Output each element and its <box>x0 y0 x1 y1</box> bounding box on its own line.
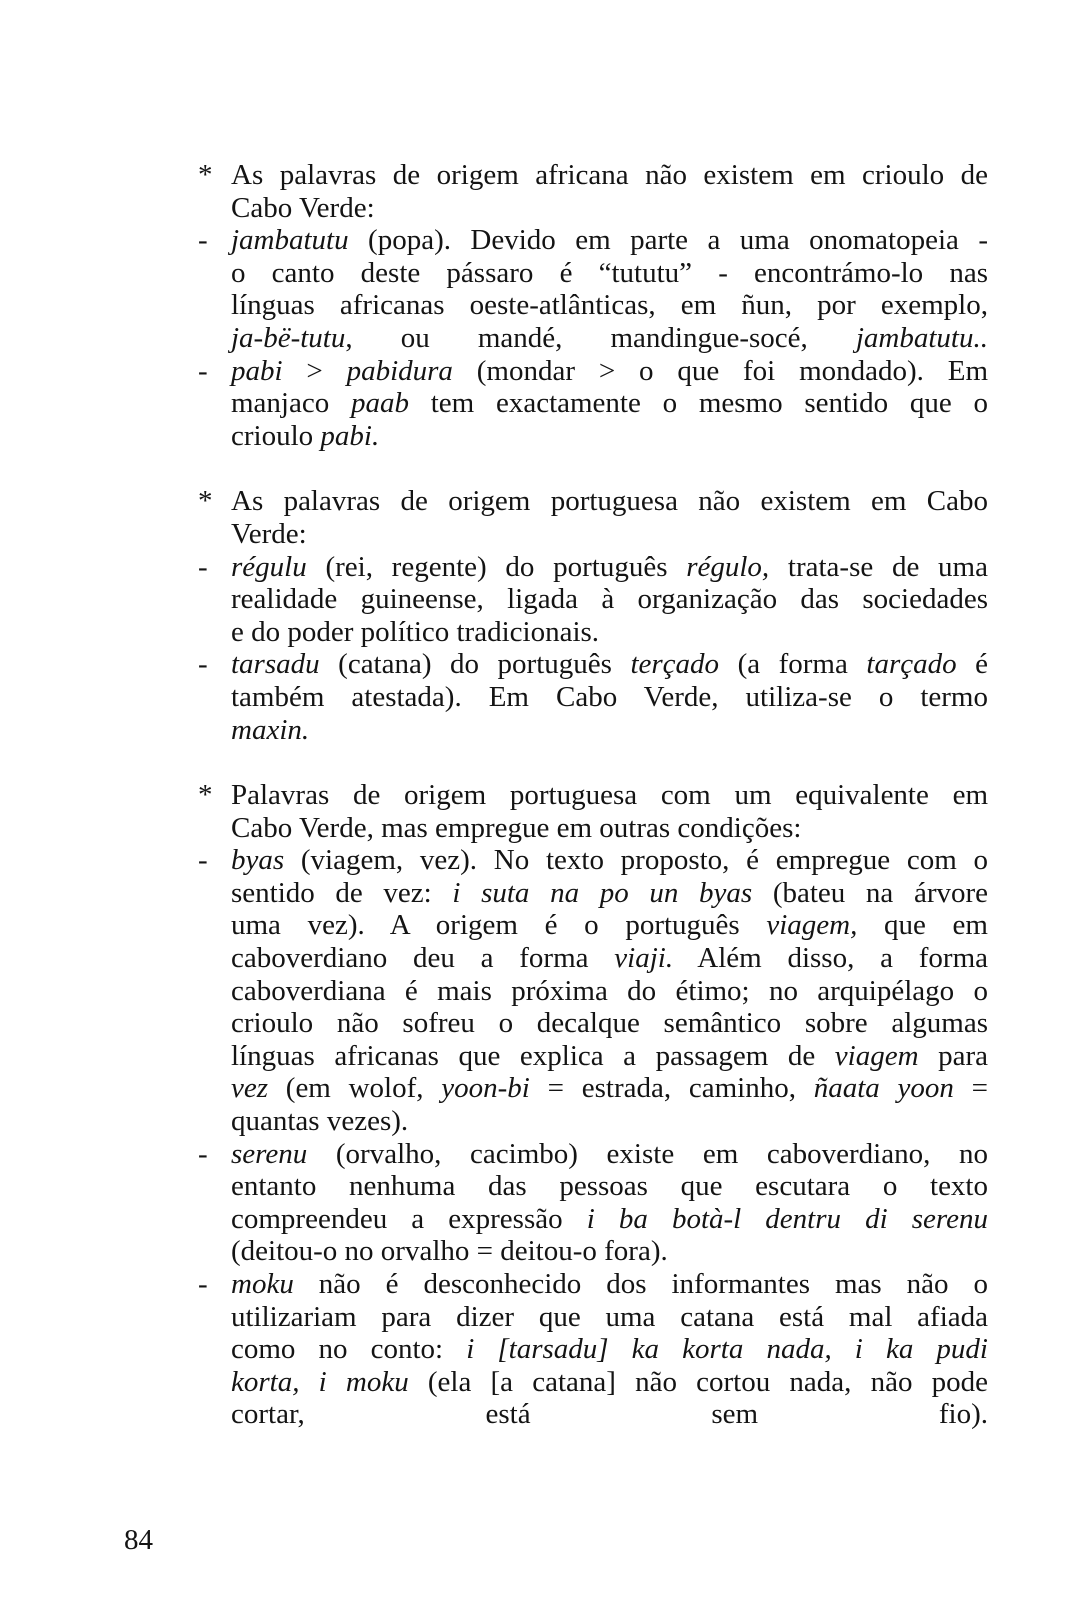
italic-term: pabi <box>231 354 283 387</box>
text-run: = <box>953 1072 988 1105</box>
italic-term: moku <box>231 1268 294 1300</box>
italic-term: serenu <box>231 1137 308 1170</box>
italic-term: ñaata yoon <box>813 1072 954 1105</box>
text-run: não é desconhecido dos informantes mas não o <box>293 1268 988 1300</box>
paragraph-section <box>198 159 988 452</box>
text-run: (catana) do português <box>319 648 631 681</box>
text-line <box>198 1366 988 1399</box>
body-text <box>198 159 988 1464</box>
list-marker: - <box>198 1268 208 1300</box>
text-run: línguas africanas que explica a passagem de <box>231 1039 835 1072</box>
text-run: cortar, está sem fio). <box>231 1398 988 1431</box>
text-line <box>198 289 988 322</box>
italic-term: korta, i moku <box>231 1365 409 1398</box>
text-run: (deitou-o no orvalho = deitou-o fora). <box>231 1235 668 1268</box>
text-line <box>198 1268 988 1301</box>
text-line <box>198 779 988 812</box>
text-run: é <box>956 648 989 681</box>
text-run: línguas africanas oeste-atlânticas, em ñun, por exemplo, <box>231 289 988 322</box>
text-run: entanto nenhuma das pessoas que escutara o texto <box>231 1170 988 1203</box>
italic-term: jambatutu <box>231 224 349 257</box>
italic-term: terçado <box>630 648 720 681</box>
text-line <box>198 1105 988 1138</box>
text-run: para <box>918 1039 988 1072</box>
list-marker: - <box>198 224 208 257</box>
text-line <box>198 1138 988 1171</box>
text-line <box>198 1333 988 1366</box>
text-run: realidade guineense, ligada à organização das sociedades <box>231 583 988 616</box>
italic-term: régulo, <box>686 550 770 583</box>
text-line <box>198 518 988 551</box>
text-run: (mondar > o que foi mondado). Em <box>452 354 988 387</box>
italic-term: i ba botà-l dentru di serenu <box>586 1202 989 1235</box>
text-run: crioulo não sofreu o decalque semântico sobre algumas <box>231 1007 988 1040</box>
text-line <box>198 1301 988 1334</box>
italic-term: ja-bë-tutu <box>231 321 346 354</box>
text-run: As palavras de origem africana não existem em crioulo de <box>231 159 988 191</box>
text-run: (em wolof, <box>268 1072 442 1105</box>
text-line <box>198 1235 988 1268</box>
text-line <box>198 322 988 355</box>
text-line <box>198 942 988 975</box>
text-run: Cabo Verde: <box>231 191 375 224</box>
text-run: manjaco <box>231 387 351 420</box>
text-line <box>198 714 988 747</box>
paragraph-section <box>198 485 988 746</box>
italic-term: maxin. <box>231 713 310 746</box>
italic-term: i [tarsadu] ka korta nada, i ka pudi <box>466 1333 988 1366</box>
italic-term: pabidura <box>346 354 453 387</box>
italic-term: vez <box>231 1072 269 1105</box>
italic-term: byas <box>231 844 285 877</box>
text-run: (bateu na árvore <box>752 876 989 909</box>
italic-term: tarçado <box>866 648 957 681</box>
paragraph-section <box>198 779 988 1431</box>
text-run: caboverdiana é mais próxima do étimo; no arquipélago o <box>231 974 988 1007</box>
list-marker: - <box>198 1137 208 1170</box>
text-run: , ou mandé, mandingue-socé, <box>345 321 856 354</box>
italic-term: viagem <box>834 1039 919 1072</box>
text-run: Cabo Verde, mas empregue em outras condições: <box>231 811 802 844</box>
text-run: caboverdiano deu a forma <box>231 942 615 975</box>
text-run: (popa). Devido em parte a uma onomatopeia - <box>348 224 988 257</box>
text-line <box>198 1203 988 1236</box>
text-line <box>198 1170 988 1203</box>
text-run: tem exactamente o mesmo sentido que o <box>408 387 988 420</box>
text-run: Palavras de origem portuguesa com um equivalente em <box>231 779 988 812</box>
text-run: quantas vezes). <box>231 1105 409 1138</box>
text-run: As palavras de origem portuguesa não existem em Cabo <box>231 485 988 518</box>
list-marker: - <box>198 354 208 387</box>
text-line <box>198 1040 988 1073</box>
text-run: (rei, regente) do português <box>306 550 687 583</box>
list-marker: - <box>198 550 208 583</box>
text-line <box>198 1007 988 1040</box>
text-run: (a forma <box>719 648 867 681</box>
text-line <box>198 812 988 845</box>
list-marker: - <box>198 844 208 877</box>
page-number: 84 <box>124 1524 153 1556</box>
text-run: uma vez). A origem é o português <box>231 909 767 942</box>
italic-term: tarsadu <box>231 648 320 681</box>
text-line <box>198 844 988 877</box>
text-run: trata-se de uma <box>769 550 988 583</box>
text-line <box>198 877 988 910</box>
italic-term: paab <box>350 387 409 420</box>
text-line <box>198 257 988 290</box>
text-run: crioulo <box>231 419 321 452</box>
text-run: (ela [a catana] não cortou nada, não pode <box>408 1365 988 1398</box>
text-line <box>198 551 988 584</box>
text-run: e do poder político tradicionais. <box>231 615 600 648</box>
italic-term: i suta na po un byas <box>452 876 753 909</box>
text-line <box>198 485 988 518</box>
text-run: o canto deste pássaro é “tututu” - encontrámo-lo nas <box>231 256 988 289</box>
text-line <box>198 1398 988 1431</box>
text-run: > <box>282 354 347 387</box>
text-line <box>198 975 988 1008</box>
text-run: Além disso, a forma <box>673 942 988 975</box>
text-line <box>198 420 988 453</box>
text-line <box>198 159 988 192</box>
list-marker: - <box>198 648 208 681</box>
italic-term: pabi. <box>320 419 380 452</box>
list-marker: * <box>198 485 213 518</box>
list-marker: * <box>198 159 213 191</box>
italic-term: yoon-bi <box>441 1072 530 1105</box>
text-run: compreendeu a expressão <box>231 1202 587 1235</box>
text-line <box>198 583 988 616</box>
text-line <box>198 355 988 388</box>
text-run: (viagem, vez). No texto proposto, é empregue com o <box>284 844 988 877</box>
text-run: Verde: <box>231 517 307 550</box>
text-run: também atestada). Em Cabo Verde, utiliza-se o termo <box>231 680 988 713</box>
text-line <box>198 1072 988 1105</box>
text-line <box>198 616 988 649</box>
text-line <box>198 224 988 257</box>
text-line <box>198 192 988 225</box>
text-run: utilizariam para dizer que uma catana está mal afiada <box>231 1300 988 1333</box>
text-line <box>198 681 988 714</box>
text-line <box>198 648 988 681</box>
text-run: = estrada, caminho, <box>529 1072 814 1105</box>
text-line <box>198 387 988 420</box>
list-marker: * <box>198 779 213 812</box>
text-line <box>198 909 988 942</box>
text-run: que em <box>857 909 988 942</box>
text-run: (orvalho, cacimbo) existe em caboverdiano, no <box>307 1137 988 1170</box>
italic-term: régulu <box>231 550 307 583</box>
text-run: como no conto: <box>231 1333 467 1366</box>
italic-term: viagem, <box>766 909 858 942</box>
text-run: sentido de vez: <box>231 876 453 909</box>
italic-term: jambatutu.. <box>855 321 988 354</box>
italic-term: viaji. <box>614 942 674 975</box>
